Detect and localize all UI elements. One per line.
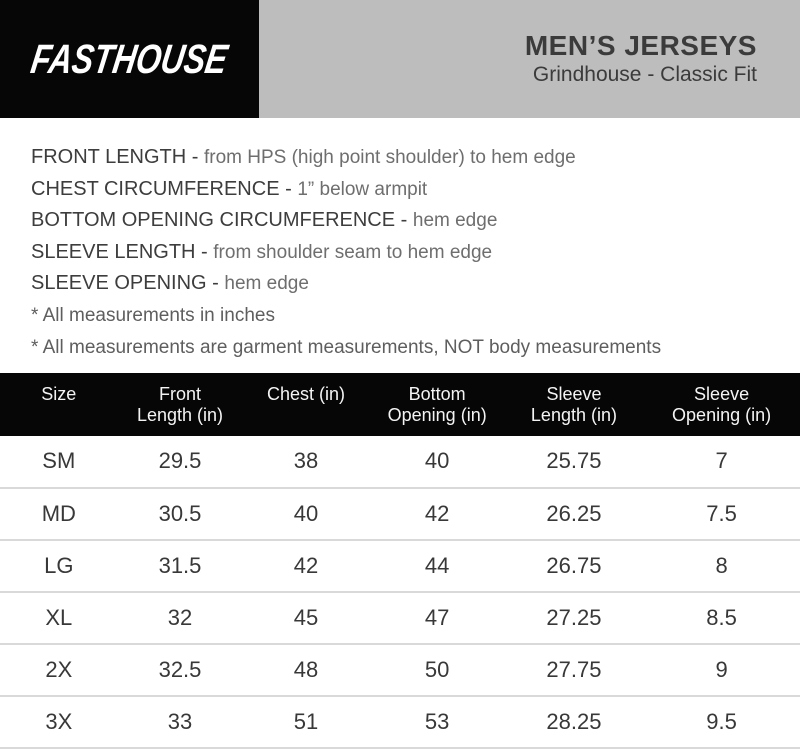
column-header-line: Sleeve [694, 383, 750, 404]
value-cell: 44 [370, 540, 505, 592]
value-cell: 48 [242, 644, 369, 696]
value-cell: 42 [242, 540, 369, 592]
page-title: MEN’S JERSEYS [524, 29, 757, 61]
column-header-chest [242, 373, 369, 436]
value-cell: 27.75 [505, 644, 643, 696]
header [0, 0, 800, 118]
value-cell: 42 [370, 488, 505, 540]
definition-desc: 1” below armpit [297, 178, 428, 200]
value-cell: 9 [643, 644, 800, 696]
value-cell: 8.5 [643, 592, 800, 644]
value-cell: 47 [370, 592, 505, 644]
value-cell: 27.25 [505, 592, 643, 644]
size-cell: 2X [0, 644, 118, 696]
value-cell: 28.25 [505, 696, 643, 748]
value-cell: 7 [643, 436, 800, 488]
column-header-line: Opening (in) [672, 404, 772, 425]
table-header-row [0, 373, 800, 436]
definition-front-length [31, 142, 800, 174]
table-row-2x [0, 644, 800, 696]
fasthouse-logo-text: FASTHOUSE [28, 35, 231, 82]
fasthouse-logo [0, 0, 259, 118]
value-cell: 26.25 [505, 488, 643, 540]
column-header-sleeve-length [505, 373, 643, 436]
size-cell: SM [0, 436, 118, 488]
page-subtitle: Grindhouse - Classic Fit [532, 62, 757, 86]
value-cell: 29.5 [118, 436, 243, 488]
column-header-line: Front [158, 383, 201, 404]
definition-sleeve-opening [31, 268, 800, 300]
value-cell: 53 [370, 696, 505, 748]
definition-term: SLEEVE OPENING - [31, 272, 219, 294]
table-row-3x [0, 696, 800, 748]
value-cell: 38 [242, 436, 369, 488]
value-cell: 40 [370, 436, 505, 488]
definition-term: BOTTOM OPENING CIRCUMFERENCE - [31, 209, 408, 231]
size-cell: LG [0, 540, 118, 592]
table-row-sm [0, 436, 800, 488]
definition-desc: from shoulder seam to hem edge [213, 241, 493, 263]
value-cell: 32.5 [118, 644, 243, 696]
definition-term: FRONT LENGTH - [31, 146, 199, 168]
value-cell: 30.5 [118, 488, 243, 540]
column-header-line: Opening (in) [387, 404, 487, 425]
size-cell: MD [0, 488, 118, 540]
size-cell: 3X [0, 696, 118, 748]
value-cell: 31.5 [118, 540, 243, 592]
header-title-bar [259, 0, 800, 118]
column-header-line: Length (in) [530, 404, 617, 425]
value-cell: 45 [242, 592, 369, 644]
column-header-line: Chest (in) [266, 383, 345, 404]
value-cell: 25.75 [505, 436, 643, 488]
column-header-size [0, 373, 118, 436]
measurement-definitions [31, 142, 800, 300]
value-cell: 33 [118, 696, 243, 748]
value-cell: 32 [118, 592, 243, 644]
table-row-lg [0, 540, 800, 592]
column-header-front-length [118, 373, 243, 436]
value-cell: 8 [643, 540, 800, 592]
definition-chest-circumference [31, 174, 800, 206]
column-header-line: Sleeve [546, 383, 602, 404]
definition-desc: from HPS (high point shoulder) to hem edge [203, 147, 576, 168]
table-row-md [0, 488, 800, 540]
definition-sleeve-length [31, 237, 800, 269]
column-header-line: Length (in) [136, 404, 224, 425]
measurement-notes [31, 300, 800, 364]
column-header-bottom-opening [370, 373, 505, 436]
size-table [0, 373, 800, 749]
note-inches: * All measurements in inches [31, 304, 275, 326]
column-header-line: Size [41, 383, 77, 404]
table-row-xl [0, 592, 800, 644]
value-cell: 26.75 [505, 540, 643, 592]
note-garment-measurements: * All measurements are garment measurements, NOT body measurements [31, 336, 662, 358]
column-header-line: Bottom [408, 383, 466, 404]
value-cell: 50 [370, 644, 505, 696]
column-header-sleeve-opening [643, 373, 800, 436]
definition-term: SLEEVE LENGTH - [31, 240, 208, 263]
value-cell: 40 [242, 488, 369, 540]
definition-desc: hem edge [412, 210, 498, 231]
value-cell: 9.5 [643, 696, 800, 748]
definition-bottom-opening [31, 205, 800, 237]
definition-desc: hem edge [224, 273, 309, 294]
definition-term: CHEST CIRCUMFERENCE - [31, 177, 292, 200]
value-cell: 51 [242, 696, 369, 748]
value-cell: 7.5 [643, 488, 800, 540]
size-cell: XL [0, 592, 118, 644]
